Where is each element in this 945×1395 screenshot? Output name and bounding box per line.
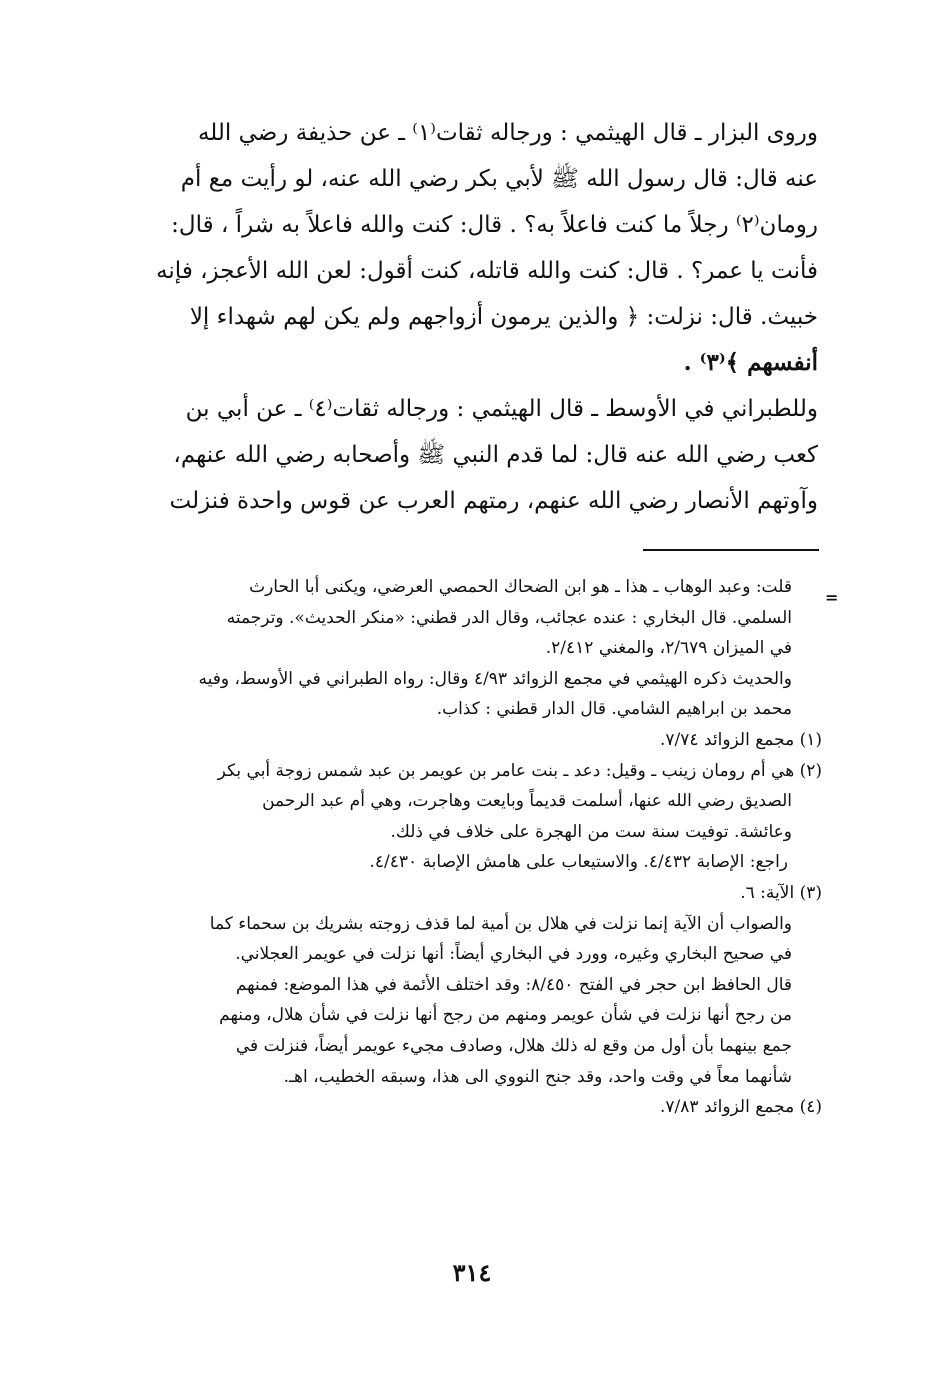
footnote-line: في الميزان ٢/٦٧٩، والمغني ٢/٤١٢. [545, 638, 792, 659]
quran-verse-line: أنفسهم ﴾⁽٣⁾ . [683, 349, 818, 376]
footnote-line: من رجح أنها نزلت في شأن عويمر ومنهم من رجح أنها نزلت في شأن هلال، ومنهم [219, 1005, 792, 1026]
footnote-3: (٣) الآية: ٦. [740, 882, 822, 903]
continuation-mark: = [825, 588, 839, 607]
footnote-line: جمع بينهما بأن أول من وقع له ذلك هلال، وصادف مجيء عويمر أيضاً، فنزلت في [235, 1035, 792, 1056]
footnote-line: الصديق رضي الله عنها، أسلمت قديماً وبايعت وهاجرت، وهي أم عبد الرحمن [262, 791, 792, 812]
footnote-1: (١) مجمع الزوائد ٧/٧٤. [660, 729, 822, 750]
footnotes [122, 572, 822, 1123]
footnote-separator [643, 549, 819, 551]
text-line: كعب رضي الله عنه قال: لما قدم النبي ﷺ وأصحابه رضي الله عنهم، [173, 442, 818, 468]
footnote-line: قلت: وعبد الوهاب ـ هذا ـ هو ابن الضحاك الحمصي العرضي، ويكنى أبا الحارث [249, 577, 792, 597]
footnote-line: وعائشة. توفيت سنة ست من الهجرة على خلاف في ذلك. [390, 821, 792, 842]
footnote-line: راجع: الإصابة ٤/٤٣٢. والاستيعاب على هامش الإصابة ٤/٤٣٠. [369, 852, 788, 873]
text-line: وروى البزار ـ قال الهيثمي : ورجاله ثقات⁽١⁾ ـ عن حذيفة رضي الله [197, 120, 818, 146]
text-line: وآوتهم الأنصار رضي الله عنهم، رمتهم العرب عن قوس واحدة فنزلت [169, 488, 818, 514]
footnote-4: (٤) مجمع الزوائد ٧/٨٣. [660, 1097, 822, 1118]
footnote-line: قال الحافظ ابن حجر في الفتح ٨/٤٥٠: وقد اختلف الأئمة في هذا الموضع: فمنهم [235, 974, 792, 995]
text-line: فأنت يا عمر؟ . قال: كنت والله قاتله، كنت أقول: لعن الله الأعجز، فإنه [156, 258, 818, 284]
main-text [122, 110, 818, 524]
footnote-2: (٢) هي أم رومان زينب ـ وقيل: دعد ـ بنت عامر بن عويمر بن عبد شمس زوجة أبي بكر [217, 760, 822, 781]
footnote-line: محمد بن ابراهيم الشامي. قال الدار قطني : كذاب. [436, 699, 792, 720]
footnote-line: شأنهما معاً في وقت واحد، وقد جنح النووي الى هذا، وسبقه الخطيب، اهـ. [283, 1066, 792, 1087]
page-number: ٣١٤ [452, 1258, 492, 1287]
footnote-line: والحديث ذكره الهيثمي في مجمع الزوائد ٤/٩٣ وقال: رواه الطبراني في الأوسط، وفيه [198, 668, 792, 689]
footnote-line: والصواب أن الآية إنما نزلت في هلال بن أمية لما قذف زوجته بشريك بن سحماء كما [209, 913, 792, 934]
footnote-line: في صحيح البخاري وغيره، وورد في البخاري أيضاً: أنها نزلت في عويمر العجلاني. [235, 944, 792, 965]
text-line: عنه قال: قال رسول الله ﷺ لأبي بكر رضي الله عنه، لو رأيت مع أم [180, 166, 818, 192]
text-line: وللطبراني في الأوسط ـ قال الهيثمي : ورجاله ثقات⁽٤⁾ ـ عن أبي بن [185, 396, 818, 422]
footnote-line: السلمي. قال البخاري : عنده عجائب، وقال الدر قطني: «منكر الحديث». وترجمته [226, 607, 792, 628]
text-line: خبيث. قال: نزلت: ﴿ والذين يرمون أزواجهم ولم يكن لهم شهداء إلا [189, 304, 818, 330]
text-line: رومان⁽٢⁾ رجلاً ما كنت فاعلاً به؟ . قال: كنت والله فاعلاً به شراً ، قال: [171, 212, 818, 238]
